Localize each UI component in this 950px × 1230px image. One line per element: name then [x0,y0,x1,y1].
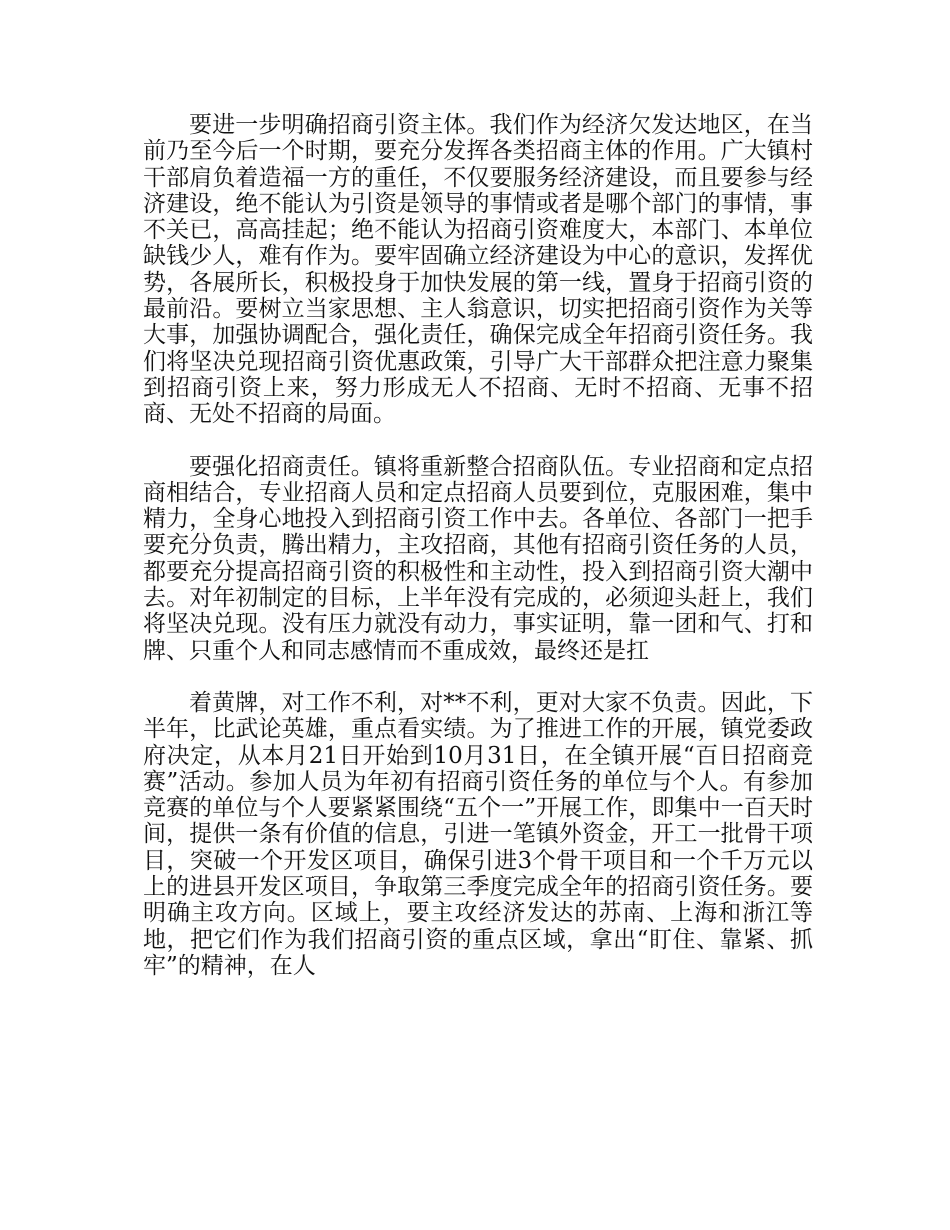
document-page [143,112,813,979]
paragraph-investment-responsibility: 要强化招商责任。镇将重新整合招商队伍。专业招商和定点招商相结合，专业招商人员和定点招商人员要到位，克服困难，集中精力，全身心地投入到招商引资工作中去。各单位、各部门一把手要充分负责，腾出精力，主攻招商，其他有招商引资任务的人员，都要充分提高招商引资的积极性和主动性，投入到招商引资大潮中去。对年初制定的目标，上半年没有完成的，必须迎头赶上，我们将坚决兑现。没有压力就没有动力，事实证明，靠一团和气、打和牌、只重个人和同志感情而不重成效，最终还是扛 [143,453,813,664]
paragraph-hundred-day-campaign: 着黄牌，对工作不利，对**不利，更对大家不负责。因此，下半年，比武论英雄，重点看实绩。为了推进工作的开展，镇党委政府决定，从本月21日开始到10月31日，在全镇开展“百日招商竞赛”活动。参加人员为年初有招商引资任务的单位与个人。有参加竞赛的单位与个人要紧紧围绕“五个一”开展工作，即集中一百天时间，提供一条有价值的信息，引进一笔镇外资金，开工一批骨干项目，突破一个开发区项目，确保引进3个骨干项目和一个千万元以上的进县开发区项目，争取第三季度完成全年的招商引资任务。要明确主攻方向。区域上，要主攻经济发达的苏南、上海和浙江等地，把它们作为我们招商引资的重点区域，拿出“盯住、靠紧、抓牢”的精神，在人 [143,689,813,979]
paragraph-investment-subject: 要进一步明确招商引资主体。我们作为经济欠发达地区，在当前乃至今后一个时期，要充分发挥各类招商主体的作用。广大镇村干部肩负着造福一方的重任，不仅要服务经济建设，而且要参与经济建设，绝不能认为引资是领导的事情或者是哪个部门的事情，事不关已，高高挂起；绝不能认为招商引资难度大，本部门、本单位缺钱少人，难有作为。要牢固确立经济建设为中心的意识，发挥优势，各展所长，积极投身于加快发展的第一线，置身于招商引资的最前沿。要树立当家思想、主人翁意识，切实把招商引资作为关等大事，加强协调配合，强化责任，确保完成全年招商引资任务。我们将坚决兑现招商引资优惠政策，引导广大干部群众把注意力聚集到招商引资上来，努力形成无人不招商、无时不招商、无事不招商、无处不招商的局面。 [143,112,813,428]
